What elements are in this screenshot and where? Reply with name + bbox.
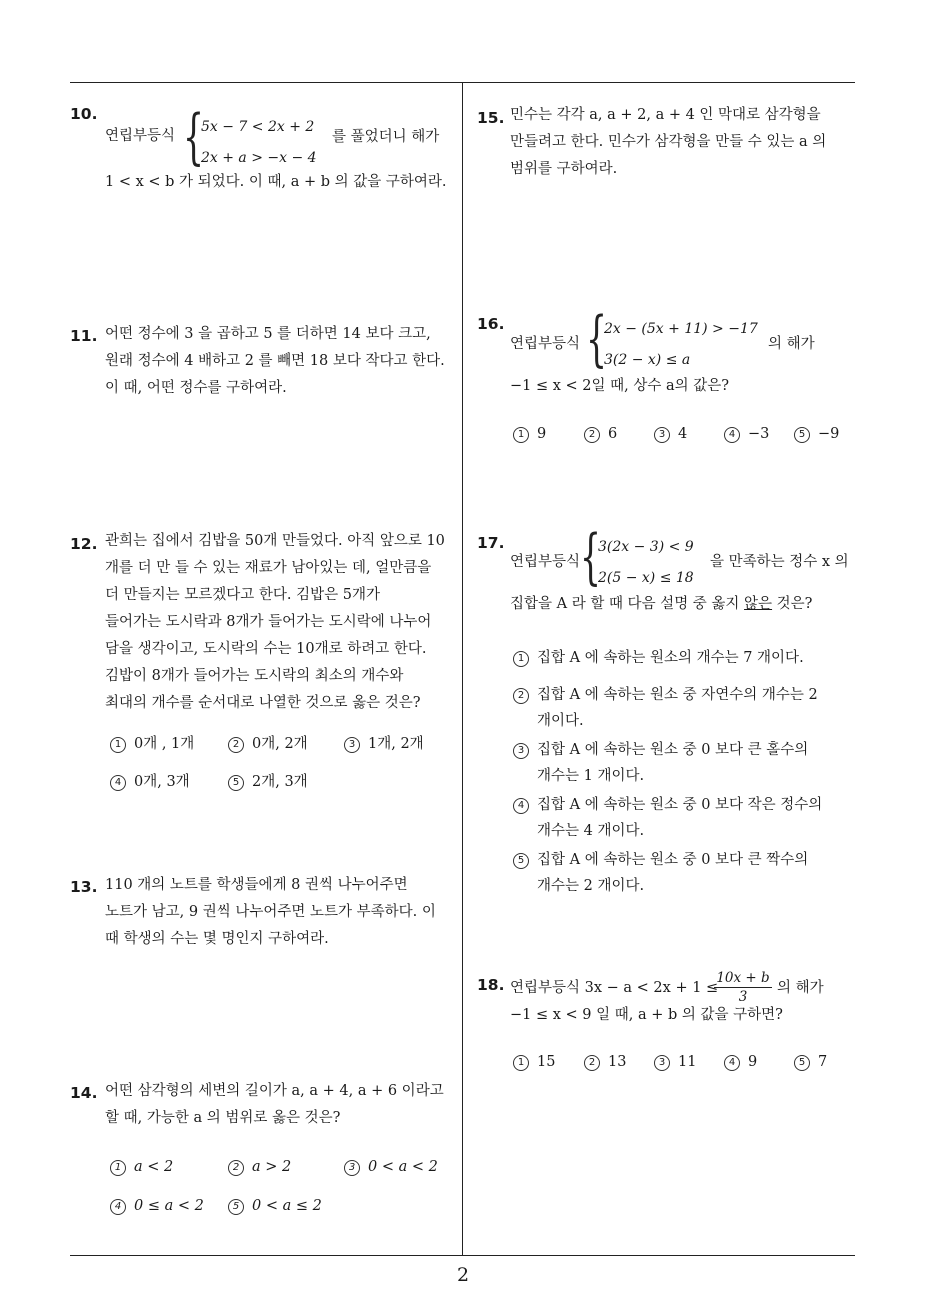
circled-number-icon: 1 <box>110 737 126 753</box>
question-line: 민수는 각각 a, a + 2, a + 4 인 막대로 삼각형을 <box>510 107 821 123</box>
question-line: 개를 더 만 들 수 있는 재료가 남아있는 데, 얼만큼을 <box>105 560 432 576</box>
question-line: 들어가는 도시락과 8개가 들어가는 도시락에 나누어 <box>105 614 432 630</box>
inequality-prefix: 연립부등식 3x − a < 2x + 1 ≤ <box>510 980 719 996</box>
circled-number-icon: 3 <box>344 1160 360 1176</box>
question-line: 어떤 정수에 3 을 곱하고 5 를 더하면 14 보다 크고, <box>105 326 431 342</box>
problem-number: 11. <box>70 327 98 345</box>
circled-number-icon: 3 <box>654 1055 670 1071</box>
question-line: 최대의 개수를 순서대로 나열한 것으로 옳은 것은? <box>105 695 421 711</box>
problem-number: 15. <box>477 109 505 127</box>
problem-number: 14. <box>70 1084 98 1102</box>
circled-number-icon: 1 <box>110 1160 126 1176</box>
brace-icon: { <box>580 522 602 592</box>
choice-2[interactable]: 2 0개, 2개 <box>228 731 308 758</box>
problem-number: 18. <box>477 976 505 994</box>
fraction-numerator: 10x + b <box>714 969 772 988</box>
problem-number: 10. <box>70 105 98 123</box>
choice-3[interactable]: 3 11 <box>654 1049 696 1076</box>
equation-1: 5x − 7 < 2x + 2 <box>201 119 315 135</box>
circled-number-icon: 4 <box>513 798 529 814</box>
bottom-rule <box>70 1255 855 1256</box>
choice-2[interactable]: 2 6 <box>584 421 617 448</box>
choice-1[interactable]: 1 a < 2 <box>110 1154 173 1181</box>
choice-5[interactable]: 5 7 <box>794 1049 827 1076</box>
question-line: 1 < x < b 가 되었다. 이 때, a + b 의 값을 구하여라. <box>105 174 447 190</box>
circled-number-icon: 3 <box>513 743 529 759</box>
choice-1[interactable]: 1 9 <box>513 421 546 448</box>
question-line: 더 만들지는 모르겠다고 한다. 김밥은 5개가 <box>105 587 380 603</box>
choice-5[interactable]: 5 집합 A 에 속하는 원소 중 0 보다 큰 짝수의 <box>513 847 808 874</box>
problem-number: 17. <box>477 534 505 552</box>
circled-number-icon: 4 <box>110 1199 126 1215</box>
choice-1[interactable]: 1 집합 A 에 속하는 원소의 개수는 7 개이다. <box>513 645 804 672</box>
circled-number-icon: 1 <box>513 427 529 443</box>
choice-5-continuation: 개수는 2 개이다. <box>537 878 645 894</box>
equation-1: 2x − (5x + 11) > −17 <box>604 321 758 337</box>
circled-number-icon: 3 <box>654 427 670 443</box>
circled-number-icon: 1 <box>513 651 529 667</box>
choice-2[interactable]: 2 집합 A 에 속하는 원소 중 자연수의 개수는 2 <box>513 682 818 709</box>
system-label: 연립부등식 <box>510 336 581 352</box>
brace-icon: { <box>586 304 608 374</box>
question-line: 범위를 구하여라. <box>510 161 618 177</box>
choice-4[interactable]: 4 집합 A 에 속하는 원소 중 0 보다 작은 정수의 <box>513 792 822 819</box>
column-divider <box>462 82 463 1255</box>
question-line: −1 ≤ x < 9 일 때, a + b 의 값을 구하면? <box>510 1007 783 1023</box>
circled-number-icon: 2 <box>228 737 244 753</box>
equation-2: 2(5 − x) ≤ 18 <box>598 570 694 586</box>
page-number: 2 <box>456 1264 470 1286</box>
circled-number-icon: 3 <box>344 737 360 753</box>
choice-4[interactable]: 4 0 ≤ a < 2 <box>110 1193 204 1220</box>
choice-1[interactable]: 1 15 <box>513 1049 555 1076</box>
question-line: 만들려고 한다. 민수가 삼각형을 만들 수 있는 a 의 <box>510 134 827 150</box>
question-line: 할 때, 가능한 a 의 범위로 옳은 것은? <box>105 1110 341 1126</box>
circled-number-icon: 5 <box>228 1199 244 1215</box>
choice-3[interactable]: 3 4 <box>654 421 687 448</box>
circled-number-icon: 2 <box>584 1055 600 1071</box>
system-suffix: 의 해가 <box>768 336 815 352</box>
circled-number-icon: 4 <box>724 427 740 443</box>
circled-number-icon: 5 <box>228 775 244 791</box>
circled-number-icon: 5 <box>794 427 810 443</box>
choice-2[interactable]: 2 a > 2 <box>228 1154 291 1181</box>
choice-5[interactable]: 5 2개, 3개 <box>228 769 308 796</box>
equation-2: 3(2 − x) ≤ a <box>604 352 691 368</box>
circled-number-icon: 4 <box>110 775 126 791</box>
question-line: 노트가 남고, 9 권씩 나누어주면 노트가 부족하다. 이 <box>105 904 436 920</box>
circled-number-icon: 2 <box>228 1160 244 1176</box>
question-line: 원래 정수에 4 배하고 2 를 빼면 18 보다 작다고 한다. <box>105 353 445 369</box>
choice-5[interactable]: 5 −9 <box>794 421 839 448</box>
choice-4[interactable]: 4 −3 <box>724 421 769 448</box>
question-line: 담을 생각이고, 도시락의 수는 10개로 하려고 한다. <box>105 641 427 657</box>
problem-number: 13. <box>70 878 98 896</box>
question-line: 이 때, 어떤 정수를 구하여라. <box>105 380 287 396</box>
question-line: 집합을 A 라 할 때 다음 설명 중 옳지 않은 것은? <box>510 596 813 612</box>
choice-1[interactable]: 1 0개 , 1개 <box>110 731 194 758</box>
circled-number-icon: 4 <box>724 1055 740 1071</box>
question-line: 때 학생의 수는 몇 명인지 구하여라. <box>105 931 329 947</box>
question-line: 어떤 삼각형의 세변의 길이가 a, a + 4, a + 6 이라고 <box>105 1083 444 1099</box>
fraction <box>714 969 772 1006</box>
problem-number: 16. <box>477 315 505 333</box>
circled-number-icon: 5 <box>794 1055 810 1071</box>
choice-4[interactable]: 4 9 <box>724 1049 757 1076</box>
question-line: 관희는 집에서 김밥을 50개 만들었다. 아직 앞으로 10 <box>105 533 445 549</box>
question-line: 110 개의 노트를 학생들에게 8 권씩 나누어주면 <box>105 877 408 893</box>
system-label: 연립부등식 <box>105 128 176 144</box>
inequality-suffix: 의 해가 <box>777 980 824 996</box>
circled-number-icon: 1 <box>513 1055 529 1071</box>
brace-icon: { <box>183 102 205 172</box>
system-suffix: 를 풀었더니 해가 <box>332 129 440 145</box>
question-line: 김밥이 8개가 들어가는 도시락의 최소의 개수와 <box>105 668 404 684</box>
choice-3[interactable]: 3 1개, 2개 <box>344 731 424 758</box>
fraction-denominator: 3 <box>738 989 748 1005</box>
choice-3[interactable]: 3 집합 A 에 속하는 원소 중 0 보다 큰 홀수의 <box>513 737 808 764</box>
system-label: 연립부등식 <box>510 554 581 570</box>
choice-2-continuation: 개이다. <box>537 713 584 729</box>
equation-2: 2x + a > −x − 4 <box>201 150 317 166</box>
problem-number: 12. <box>70 535 98 553</box>
choice-4[interactable]: 4 0개, 3개 <box>110 769 190 796</box>
choice-3[interactable]: 3 0 < a < 2 <box>344 1154 438 1181</box>
circled-number-icon: 2 <box>513 688 529 704</box>
circled-number-icon: 2 <box>584 427 600 443</box>
choice-3-continuation: 개수는 1 개이다. <box>537 768 645 784</box>
question-line: −1 ≤ x < 2일 때, 상수 a의 값은? <box>510 378 730 394</box>
choice-5[interactable]: 5 0 < a ≤ 2 <box>228 1193 322 1220</box>
choice-2[interactable]: 2 13 <box>584 1049 626 1076</box>
system-suffix: 을 만족하는 정수 x 의 <box>710 554 849 570</box>
underlined-keyword: 않은 <box>744 596 773 612</box>
circled-number-icon: 5 <box>513 853 529 869</box>
equation-1: 3(2x − 3) < 9 <box>598 539 694 555</box>
choice-4-continuation: 개수는 4 개이다. <box>537 823 645 839</box>
